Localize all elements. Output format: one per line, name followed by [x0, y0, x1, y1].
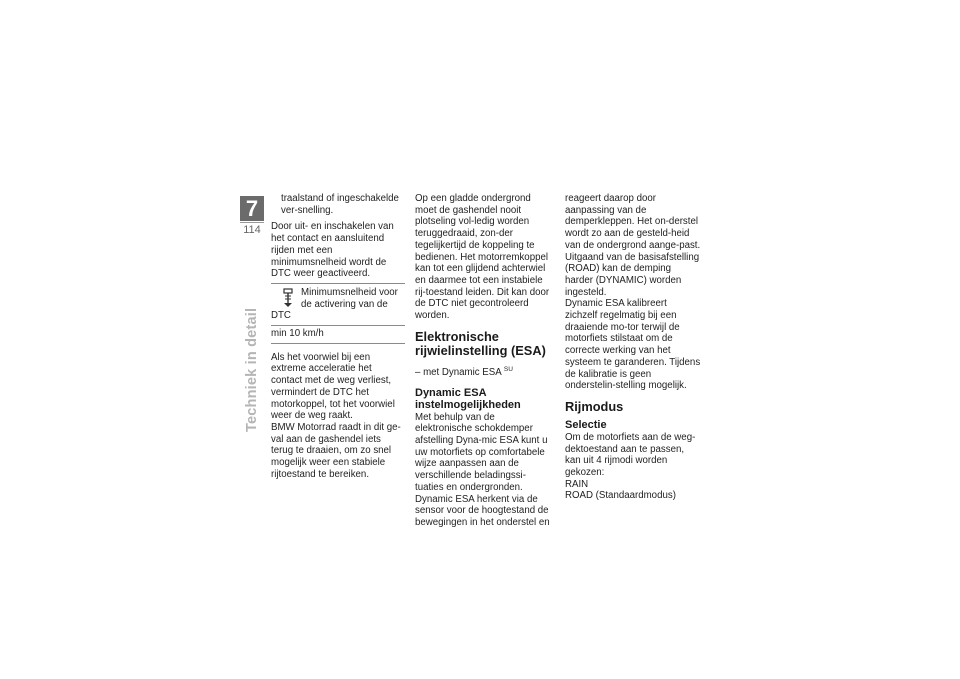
paragraph: traalstand of ingeschakelde ver-snelling.: [281, 193, 399, 216]
note-value: min 10 km/h: [271, 325, 405, 343]
subsection-heading: Selectie: [565, 419, 607, 432]
chapter-side-label: Techniek in detail: [244, 307, 260, 432]
heading-line: Elektronische: [415, 328, 499, 344]
paragraph: Op een gladde ondergrond moet de gashendel nooit plotseling vol-ledig worden teruggedraaid, zon-der tegelijkertijd de koppeling te bedienen. Het motorremkoppel kan tot een glijdend achterwiel en daarmee tot een instabiele rij-toestand leiden. Dit kan door de DTC niet gecontroleerd worden.: [415, 193, 550, 322]
paragraph: Dynamic ESA kalibreert zichzelf regelmatig bij een draaiende mo-tor terwijl de motorfiets stilstaat om de correcte werking van het systeem te garanderen. Tijdens de kalibratie is geen onderstelin-stelling mogelijk.: [565, 298, 701, 392]
paragraph: Door uit- en inschakelen van het contact en aansluitend rijden met een minimumsnelheid wordt de DTC weer geactiveerd.: [271, 221, 394, 280]
section-heading: Rijmodus: [565, 398, 624, 414]
text-column-1: [271, 193, 405, 480]
option-note: [415, 364, 551, 379]
note-text-tail: DTC: [271, 310, 291, 322]
paragraph: reageert daarop door aanpassing van de demperkleppen. Het on-derstel wordt zo aan de gesteld-heid van de ondergrond aange-past.: [565, 193, 701, 251]
paragraph: BMW Motorrad raadt in dit ge-val aan de gashendel iets terug te draaien, om zo snel mogelijk weer een stabiele rijtoestand te bereiken.: [271, 421, 401, 480]
page-number-divider: [240, 222, 264, 223]
section-heading: [415, 330, 551, 359]
option-code: SU: [503, 365, 513, 373]
note-text: Minimumsnelheid voor de activering van de: [301, 286, 398, 310]
heading-line: Dynamic ESA: [415, 386, 487, 399]
list-item: ROAD (Standaardmodus): [565, 490, 676, 502]
speed-gauge-icon: [280, 288, 296, 308]
heading-line: rijwielinstelling (ESA): [415, 343, 546, 359]
heading-line: instelmogelijkheden: [415, 399, 521, 412]
subsection-heading: [415, 387, 551, 412]
paragraph: Als het voorwiel bij een extreme acceleratie het contact met de weg verliest, vermindert de DTC het motorkoppel, tot het voorwiel weer de weg raakt.: [271, 351, 395, 422]
page-number: 114: [243, 224, 261, 236]
paragraph: Dynamic ESA herkent via de sensor voor de hoogtestand de bewegingen in het onderstel en: [415, 493, 550, 528]
paragraph: Uitgaand van de basisafstelling (ROAD) kan de demping harder (DYNAMIC) worden ingesteld.: [565, 251, 700, 298]
chapter-number-tab: 7: [240, 196, 264, 221]
paragraph: Met behulp van de elektronische schokdemper afstelling Dyna-mic ESA kunt u uw motorfiets op comfortabele wijze aanpassen aan de verschillende beladingssi-tuaties en ondergronden.: [415, 411, 548, 493]
text-column-2: [415, 193, 551, 529]
option-label: – met Dynamic ESA: [415, 366, 502, 378]
paragraph: Om de motorfiets aan de weg-dektoestand aan te passen, kan uit 4 rijmodi worden gekozen:: [565, 431, 696, 479]
text-column-3: [565, 193, 701, 502]
list-item: RAIN: [565, 478, 589, 490]
spec-note-box: [271, 283, 405, 344]
